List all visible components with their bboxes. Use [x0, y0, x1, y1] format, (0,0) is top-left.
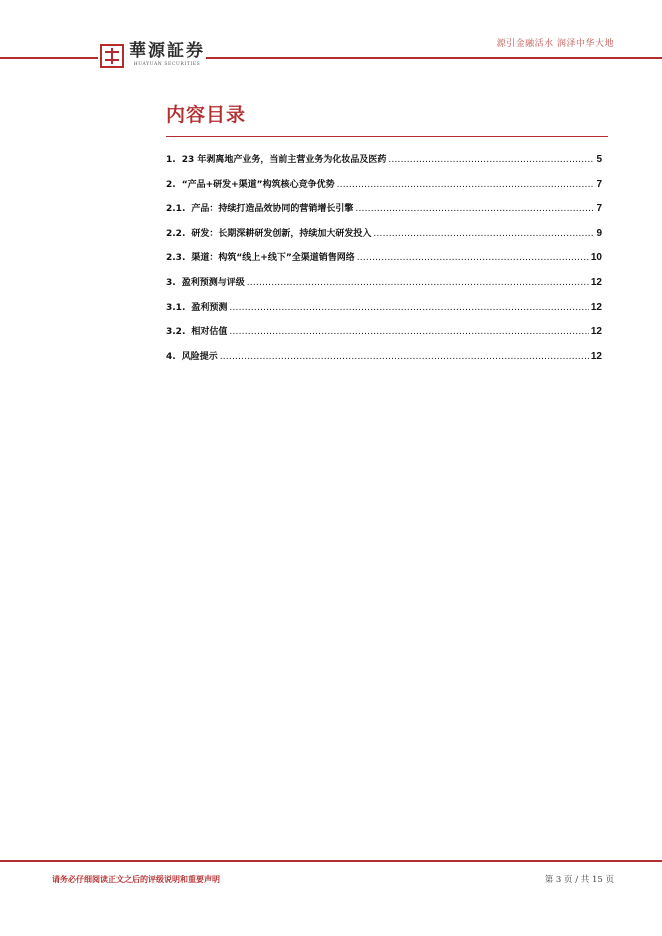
logo-seal-icon: [100, 44, 124, 68]
toc-entry[interactable]: [166, 250, 602, 275]
toc-entry-page: 9: [596, 227, 602, 239]
toc-leader-dots: [337, 180, 595, 190]
toc-entry-number: 1.: [166, 155, 176, 165]
footer-page-info: 第 3 页 / 共 15 页: [544, 875, 614, 885]
toc-entry-title: “产品+研发+渠道”构筑核心竞争优势: [181, 179, 335, 190]
logo-chinese-name: 華源証券: [129, 41, 205, 61]
toc-entry-page: 7: [596, 203, 602, 215]
toc-entry-page: 12: [590, 350, 602, 362]
toc-entry-page: 12: [590, 326, 602, 338]
toc-entry[interactable]: [166, 300, 602, 325]
toc-entry-number: 2.2.: [166, 228, 186, 239]
toc-entry-number: 2.3.: [166, 253, 186, 264]
toc-entry[interactable]: [166, 349, 602, 374]
toc-entry-number: 2.: [166, 179, 176, 190]
toc-entry-number: 3.2.: [166, 327, 186, 338]
toc-entry[interactable]: [166, 177, 602, 202]
toc-leader-dots: [357, 253, 589, 263]
toc-entry-number: 2.1.: [166, 204, 186, 215]
logo-english-name: HUAYUAN SECURITIES: [133, 62, 201, 67]
toc-entry[interactable]: [166, 324, 602, 349]
toc-leader-dots: [247, 278, 589, 288]
header-divider-right: [206, 57, 662, 59]
toc-entry[interactable]: [166, 226, 602, 251]
header-slogan: 源引金融活水 润泽中华大地: [496, 39, 614, 49]
toc-leader-dots: [220, 352, 589, 362]
toc-entry[interactable]: [166, 201, 602, 226]
toc-entry-page: 7: [596, 178, 602, 190]
footer-disclaimer: 请务必仔细阅读正文之后的评级说明和重要声明: [52, 875, 220, 884]
toc-entry-page: 12: [590, 276, 602, 288]
toc-entry-title: 研发：长期深耕研发创新，持续加大研发投入: [191, 228, 372, 239]
toc-list: [166, 152, 602, 373]
toc-entry-number: 3.1.: [166, 302, 186, 313]
toc-entry-page: 5: [596, 154, 602, 165]
toc-leader-dots: [373, 229, 594, 239]
toc-title-divider: [166, 136, 608, 137]
header-divider-left: [0, 57, 98, 59]
toc-entry-title: 渠道：构筑“线上+线下”全渠道销售网络: [191, 253, 355, 264]
toc-entry-title: 相对估值: [191, 327, 228, 338]
toc-entry-title: 盈利预测与评级: [181, 277, 245, 288]
toc-entry-title: 产品：持续打造品效协同的营销增长引擎: [191, 204, 354, 215]
toc-entry-number: 4.: [166, 351, 176, 362]
toc-leader-dots: [388, 155, 594, 165]
toc-entry-title: 风险提示: [181, 351, 218, 362]
toc-entry-title: 盈利预测: [191, 302, 228, 313]
toc-leader-dots: [229, 327, 588, 337]
toc-entry-number: 3.: [166, 277, 176, 288]
toc-entry[interactable]: [166, 152, 602, 177]
toc-leader-dots: [355, 204, 594, 214]
toc-title: 内容目录: [166, 104, 247, 126]
toc-leader-dots: [229, 303, 588, 313]
toc-entry-page: 12: [590, 301, 602, 313]
toc-entry-title: 23 年剥离地产业务，当前主营业务为化妆品及医药: [181, 155, 387, 165]
toc-entry[interactable]: [166, 275, 602, 300]
company-logo: [100, 42, 205, 72]
footer-divider: [0, 860, 662, 862]
page-header: [0, 0, 662, 80]
toc-entry-page: 10: [590, 252, 602, 264]
